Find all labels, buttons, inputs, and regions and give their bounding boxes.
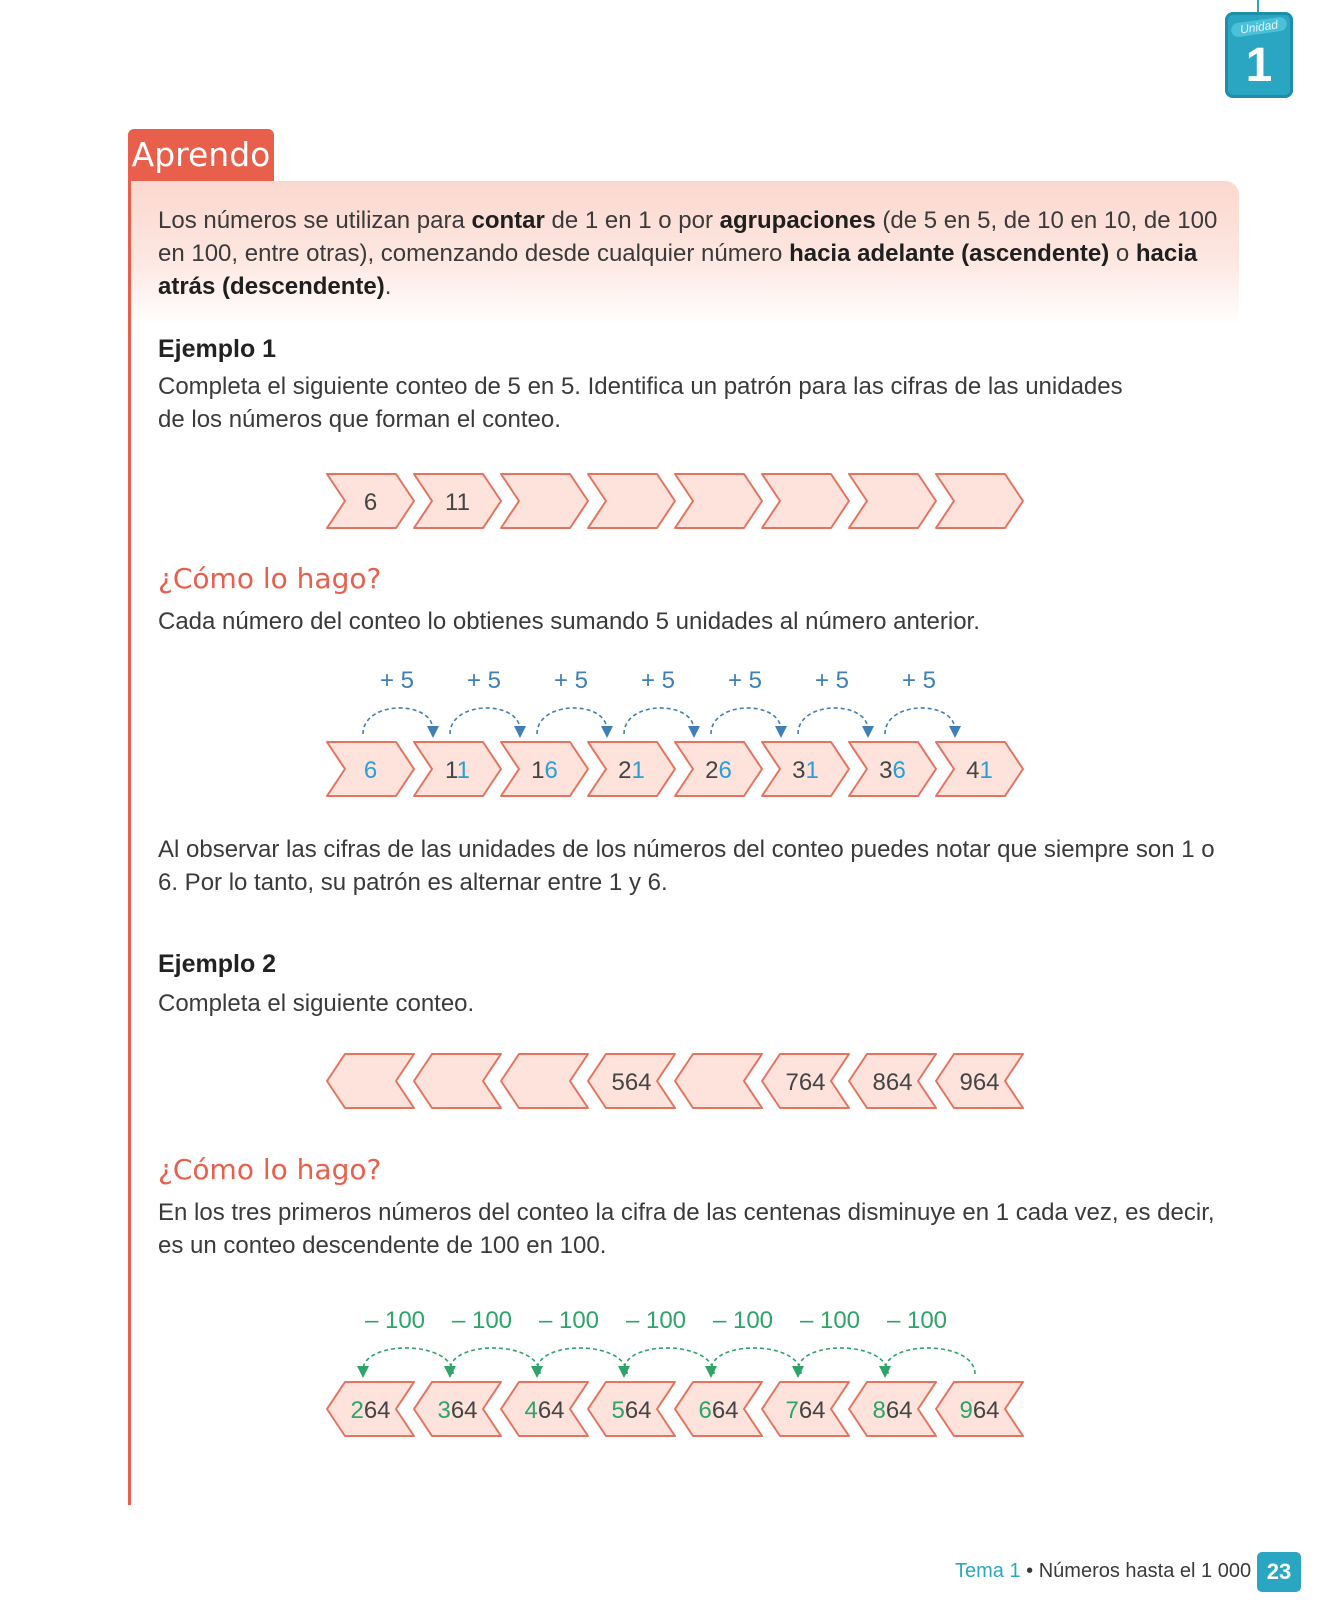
- count-number: 36: [879, 757, 906, 784]
- count-number: 264: [350, 1397, 391, 1424]
- section-title: Aprendo: [128, 129, 274, 181]
- count-number: 41: [966, 757, 993, 784]
- example1-how-text: Cada número del conteo lo obtienes sumando 5 unidades al número anterior.: [158, 608, 980, 635]
- arrowhead-icon: [531, 1366, 543, 1378]
- step-arrow: [711, 708, 781, 734]
- arrowhead-icon: [444, 1366, 456, 1378]
- step-label: – 100: [364, 1307, 426, 1334]
- step-label: + 5: [379, 667, 415, 694]
- step-arrow: [450, 1348, 540, 1374]
- example1-solved-row: [325, 660, 1045, 800]
- step-arrow: [537, 1348, 627, 1374]
- count-number: 364: [437, 1397, 478, 1424]
- step-label: + 5: [814, 667, 850, 694]
- term-agrupaciones: agrupaciones: [719, 207, 876, 234]
- example1-blank-row: [325, 470, 1045, 532]
- step-arrow: [885, 1348, 975, 1374]
- count-number: 564: [611, 1069, 652, 1096]
- step-arrow: [798, 708, 868, 734]
- arrowhead-icon: [357, 1366, 369, 1378]
- example1-text: Completa el siguiente conteo de 5 en 5. Identifica un patrón para las cifras de las unidades de los números que forman el conteo.: [158, 373, 1123, 433]
- count-number: 21: [618, 757, 645, 784]
- arrowhead-icon: [705, 1366, 717, 1378]
- count-number: 26: [705, 757, 732, 784]
- term-ascendente: hacia adelante (ascendente): [789, 240, 1110, 267]
- example1-how-heading: ¿Cómo lo hago?: [158, 562, 382, 595]
- arrowhead-icon: [879, 1366, 891, 1378]
- step-label: + 5: [727, 667, 763, 694]
- step-arrow: [450, 708, 520, 734]
- intro-paragraph: Los números se utilizan para contar de 1 en 1 o por agrupaciones (de 5 en 5, de 10 en 10, de 100 en 100, entre otras), comenzando desde cualquier número hacia adelante (ascendente) o hacia atrás (descendente).: [158, 207, 1218, 300]
- step-label: – 100: [451, 1307, 513, 1334]
- step-label: – 100: [886, 1307, 948, 1334]
- example2-how-text: En los tres primeros números del conteo la cifra de las centenas disminuye en 1 cada vez, es decir, es un conteo descendente de 100 en 100.: [158, 1199, 1215, 1259]
- step-label: – 100: [538, 1307, 600, 1334]
- count-number: 964: [959, 1069, 1000, 1096]
- chevron-box: [327, 1054, 414, 1108]
- example2-solved-row: [325, 1300, 1045, 1440]
- section-side-rule: [128, 180, 131, 1505]
- count-number: 564: [611, 1397, 652, 1424]
- arrowhead-icon: [862, 726, 874, 738]
- step-label: + 5: [553, 667, 589, 694]
- count-number: 964: [959, 1397, 1000, 1424]
- step-arrow: [885, 708, 955, 734]
- step-arrow: [624, 1348, 714, 1374]
- chevron-box: [936, 474, 1023, 528]
- page-number: 23: [1257, 1552, 1301, 1592]
- arrowhead-icon: [618, 1366, 630, 1378]
- count-number: 6: [363, 489, 378, 516]
- count-number: 11: [445, 489, 470, 516]
- step-label: – 100: [712, 1307, 774, 1334]
- chevron-box: [762, 474, 849, 528]
- step-label: + 5: [466, 667, 502, 694]
- count-number: 664: [698, 1397, 739, 1424]
- example1-conclusion: Al observar las cifras de las unidades de los números del conteo puedes notar que siempre son 1 o 6. Por lo tanto, su patrón es alternar entre 1 y 6.: [158, 836, 1215, 896]
- unit-tab: [1225, 12, 1293, 98]
- count-number: 764: [785, 1069, 826, 1096]
- step-arrow: [363, 1348, 453, 1374]
- arrowhead-icon: [688, 726, 700, 738]
- arrowhead-icon: [792, 1366, 804, 1378]
- term-descendente: hacia atrás (descendente): [158, 240, 1198, 300]
- term-contar: contar: [471, 207, 545, 234]
- chevron-box: [414, 1054, 501, 1108]
- footer-topic-title: Números hasta el 1 000: [1038, 1560, 1252, 1582]
- example1-heading: Ejemplo 1: [158, 335, 277, 363]
- unit-label: Unidad: [1230, 16, 1287, 38]
- example2-heading: Ejemplo 2: [158, 950, 277, 978]
- arrowhead-icon: [601, 726, 613, 738]
- chevron-box: [501, 474, 588, 528]
- count-number: 11: [445, 757, 470, 784]
- step-label: – 100: [799, 1307, 861, 1334]
- step-label: + 5: [901, 667, 937, 694]
- step-arrow: [624, 708, 694, 734]
- unit-number: 1: [1245, 39, 1273, 92]
- step-arrow: [711, 1348, 801, 1374]
- footer-tema-label: Tema 1: [955, 1560, 1021, 1582]
- arrowhead-icon: [775, 726, 787, 738]
- chevron-box: [588, 474, 675, 528]
- arrowhead-icon: [427, 726, 439, 738]
- step-arrow: [363, 708, 433, 734]
- count-number: 764: [785, 1397, 826, 1424]
- chevron-box: [501, 1054, 588, 1108]
- chevron-box: [675, 474, 762, 528]
- count-number: 31: [792, 757, 819, 784]
- step-arrow: [798, 1348, 888, 1374]
- count-number: 864: [872, 1069, 913, 1096]
- count-number: 6: [363, 757, 378, 784]
- footer-topic: Tema 1 • Números hasta el 1 000: [955, 1560, 1252, 1582]
- count-number: 864: [872, 1397, 913, 1424]
- example2-blank-row: [325, 1050, 1045, 1112]
- count-number: 16: [531, 757, 558, 784]
- step-label: + 5: [640, 667, 676, 694]
- chevron-box: [675, 1054, 762, 1108]
- step-arrow: [537, 708, 607, 734]
- example2-text: Completa el siguiente conteo.: [158, 990, 475, 1017]
- arrowhead-icon: [514, 726, 526, 738]
- example2-how-heading: ¿Cómo lo hago?: [158, 1153, 382, 1186]
- count-number: 464: [524, 1397, 565, 1424]
- chevron-box: [849, 474, 936, 528]
- step-label: – 100: [625, 1307, 687, 1334]
- arrowhead-icon: [949, 726, 961, 738]
